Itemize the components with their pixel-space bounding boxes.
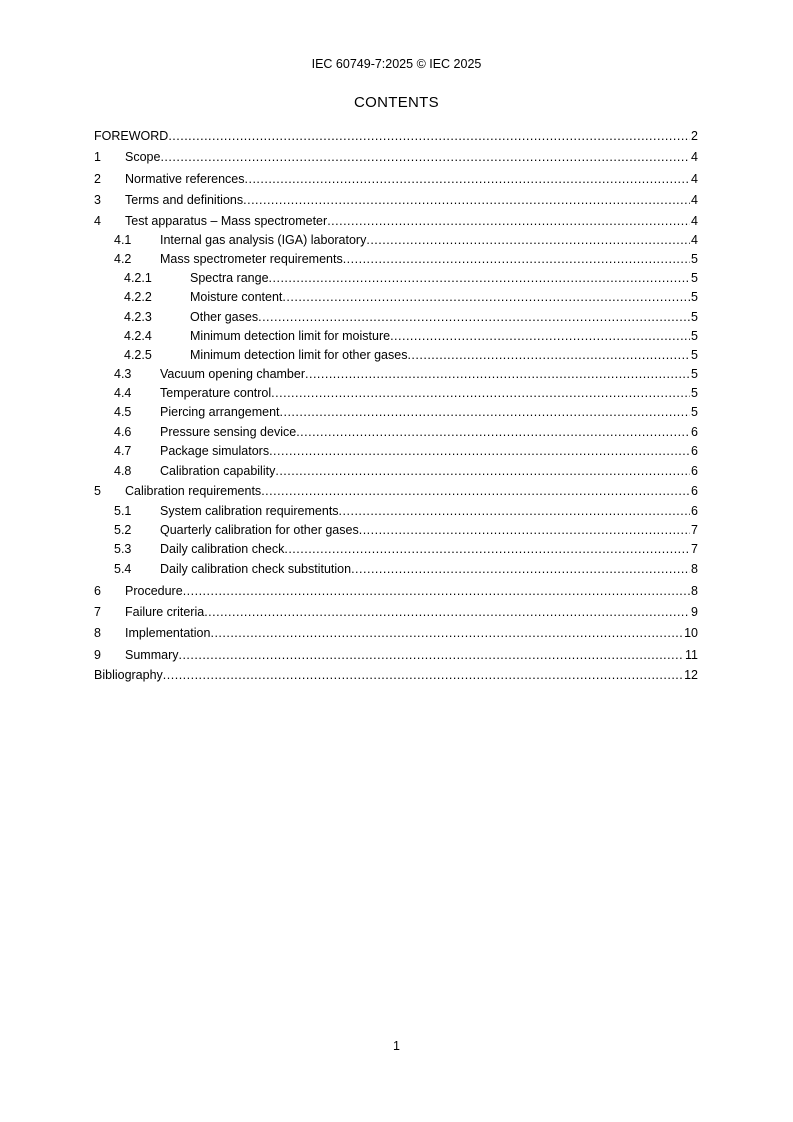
toc-entry-page: 11: [685, 647, 698, 662]
toc-entry-number: 4.6: [114, 424, 132, 439]
toc-entry-number: 4.2.3: [124, 309, 152, 324]
toc-entry-title: Terms and definitions: [125, 193, 244, 208]
toc-entry-number: 4.5: [114, 405, 132, 420]
toc-entry[interactable]: [94, 540, 698, 559]
toc-entry-title: Temperature control: [160, 386, 272, 401]
toc-entry-page: 6: [691, 443, 698, 458]
toc-dot-leader: [407, 346, 690, 365]
toc-entry-page: 6: [691, 464, 698, 478]
toc-entry[interactable]: [94, 308, 698, 327]
toc-entry[interactable]: [94, 250, 698, 269]
toc-entry[interactable]: [94, 482, 698, 501]
toc-entry-number: 3: [94, 193, 101, 208]
toc-entry-page: 8: [691, 583, 698, 598]
toc-entry-page: 5: [691, 251, 698, 266]
toc-entry-title: Minimum detection limit for other gases: [190, 347, 408, 362]
toc-dot-leader: [258, 308, 690, 327]
toc-entry-title: Test apparatus – Mass spectrometer: [125, 213, 328, 228]
toc-entry-number: 4.7: [114, 443, 132, 458]
toc-entry-number: 5.3: [114, 541, 132, 556]
toc-entry-title: Bibliography: [94, 668, 163, 683]
toc-dot-leader: [359, 521, 690, 540]
toc-entry-title: Daily calibration check substitution: [160, 562, 352, 577]
toc-entry-page: 5: [691, 309, 698, 324]
toc-entry-title: Vacuum opening chamber: [160, 367, 305, 382]
toc-entry-number: 4: [94, 213, 101, 228]
toc-entry-number: 6: [94, 583, 101, 598]
toc-entry-page: 6: [691, 424, 698, 439]
toc-entry-number: 4.1: [114, 232, 132, 247]
toc-dot-leader: [204, 602, 690, 623]
toc-entry-number: 8: [94, 626, 101, 641]
toc-entry-page: 4: [691, 232, 698, 247]
toc-entry-title: System calibration requirements: [160, 503, 339, 518]
toc-entry-page: 5: [691, 405, 698, 420]
page-number: 1: [393, 1039, 400, 1053]
toc-dot-leader: [280, 403, 691, 422]
table-of-contents: [94, 126, 698, 685]
toc-entry[interactable]: [94, 423, 698, 442]
toc-dot-leader: [327, 212, 690, 231]
toc-entry[interactable]: [94, 190, 698, 211]
toc-entry-page: 8: [691, 562, 698, 577]
toc-entry[interactable]: [94, 559, 698, 580]
toc-entry-title: FOREWORD: [94, 129, 169, 143]
toc-entry[interactable]: [94, 327, 698, 346]
toc-entry-page: 5: [691, 347, 698, 362]
toc-dot-leader: [351, 559, 690, 580]
toc-entry[interactable]: [94, 623, 698, 644]
toc-dot-leader: [178, 645, 684, 666]
toc-entry-title: Implementation: [125, 626, 211, 641]
toc-entry-title: Quarterly calibration for other gases: [160, 522, 359, 537]
toc-entry-number: 4.2.1: [124, 271, 152, 286]
toc-dot-leader: [366, 231, 690, 250]
toc-entry-page: 7: [691, 522, 698, 537]
toc-entry-number: 5.2: [114, 522, 132, 537]
toc-entry-page: 9: [691, 604, 698, 619]
toc-entry[interactable]: [94, 666, 698, 685]
toc-entry-number: 9: [94, 647, 101, 662]
toc-entry-page: 10: [684, 626, 698, 641]
toc-dot-leader: [282, 288, 690, 307]
toc-entry-title: Spectra range: [190, 271, 269, 286]
toc-dot-leader: [271, 384, 690, 403]
toc-dot-leader: [390, 327, 690, 346]
toc-entry[interactable]: [94, 346, 698, 365]
toc-entry[interactable]: [94, 581, 698, 602]
toc-entry-page: 4: [691, 193, 698, 208]
toc-entry-page: 5: [691, 271, 698, 286]
toc-entry[interactable]: [94, 602, 698, 623]
toc-entry-page: 5: [691, 386, 698, 401]
toc-entry-page: 6: [691, 503, 698, 518]
toc-entry-title: Calibration capability: [160, 464, 276, 478]
toc-dot-leader: [243, 190, 690, 211]
toc-entry[interactable]: [94, 212, 698, 231]
toc-entry-number: 2: [94, 171, 101, 186]
toc-entry-page: 5: [691, 367, 698, 382]
toc-entry[interactable]: [94, 288, 698, 307]
toc-entry-title: Procedure: [125, 583, 183, 598]
toc-entry-number: 4.2.5: [124, 347, 152, 362]
toc-entry-title: Scope: [125, 150, 161, 165]
toc-entry[interactable]: [94, 169, 698, 190]
toc-entry-number: 4.2.2: [124, 290, 152, 305]
toc-entry-page: 6: [691, 484, 698, 499]
page-title: CONTENTS: [354, 94, 439, 111]
page-header: IEC 60749-7:2025 © IEC 2025: [311, 57, 482, 71]
toc-entry-number: 4.2.4: [124, 328, 152, 343]
toc-entry-number: 5.4: [114, 562, 132, 577]
toc-entry-title: Failure criteria: [125, 604, 205, 619]
toc-dot-leader: [210, 623, 683, 644]
toc-entry[interactable]: [94, 147, 698, 168]
toc-entry-title: Moisture content: [190, 290, 283, 305]
toc-entry-title: Daily calibration check: [160, 541, 285, 556]
toc-entry-title: Pressure sensing device: [160, 424, 297, 439]
toc-dot-leader: [305, 365, 690, 384]
toc-entry-page: 5: [691, 328, 698, 343]
toc-dot-leader: [160, 147, 690, 168]
toc-entry-number: 5.1: [114, 503, 132, 518]
toc-dot-leader: [269, 442, 690, 461]
toc-entry-title: Calibration requirements: [125, 484, 262, 499]
toc-entry-number: 4.2: [114, 251, 132, 266]
toc-dot-leader: [284, 540, 690, 559]
toc-dot-leader: [343, 250, 690, 269]
toc-entry-page: 4: [691, 150, 698, 165]
toc-dot-leader: [296, 423, 690, 442]
toc-entry[interactable]: [94, 461, 698, 482]
toc-dot-leader: [339, 502, 691, 521]
toc-entry-title: Summary: [125, 647, 179, 662]
toc-entry-page: 7: [691, 541, 698, 556]
toc-entry[interactable]: [94, 365, 698, 384]
toc-dot-leader: [261, 482, 690, 501]
toc-dot-leader: [168, 126, 690, 147]
toc-entry[interactable]: [94, 384, 698, 403]
toc-entry[interactable]: [94, 645, 698, 666]
toc-entry[interactable]: [94, 502, 698, 521]
toc-dot-leader: [163, 666, 683, 685]
toc-entry[interactable]: [94, 442, 698, 461]
toc-entry-title: Piercing arrangement: [160, 405, 280, 420]
toc-entry[interactable]: [94, 126, 698, 147]
toc-entry-number: 4.8: [114, 464, 132, 478]
toc-entry-page: 2: [691, 129, 698, 143]
toc-entry[interactable]: [94, 521, 698, 540]
toc-entry[interactable]: [94, 403, 698, 422]
toc-entry-number: 1: [94, 150, 101, 165]
toc-entry-page: 5: [691, 290, 698, 305]
toc-entry-title: Internal gas analysis (IGA) laboratory: [160, 232, 367, 247]
toc-dot-leader: [275, 461, 690, 482]
toc-entry[interactable]: [94, 269, 698, 288]
toc-entry-number: 7: [94, 604, 101, 619]
toc-entry-number: 4.3: [114, 367, 132, 382]
toc-dot-leader: [245, 169, 691, 190]
toc-entry-title: Other gases: [190, 309, 259, 324]
toc-entry-title: Mass spectrometer requirements: [160, 251, 343, 266]
toc-entry-number: 4.4: [114, 386, 132, 401]
toc-dot-leader: [269, 269, 691, 288]
toc-entry-title: Normative references: [125, 171, 245, 186]
toc-entry-title: Minimum detection limit for moisture: [190, 328, 391, 343]
toc-entry-page: 4: [691, 213, 698, 228]
toc-entry-number: 5: [94, 484, 101, 499]
toc-entry[interactable]: [94, 231, 698, 250]
toc-entry-page: 12: [684, 668, 698, 683]
toc-entry-title: Package simulators: [160, 443, 270, 458]
toc-entry-page: 4: [691, 171, 698, 186]
toc-dot-leader: [183, 581, 690, 602]
